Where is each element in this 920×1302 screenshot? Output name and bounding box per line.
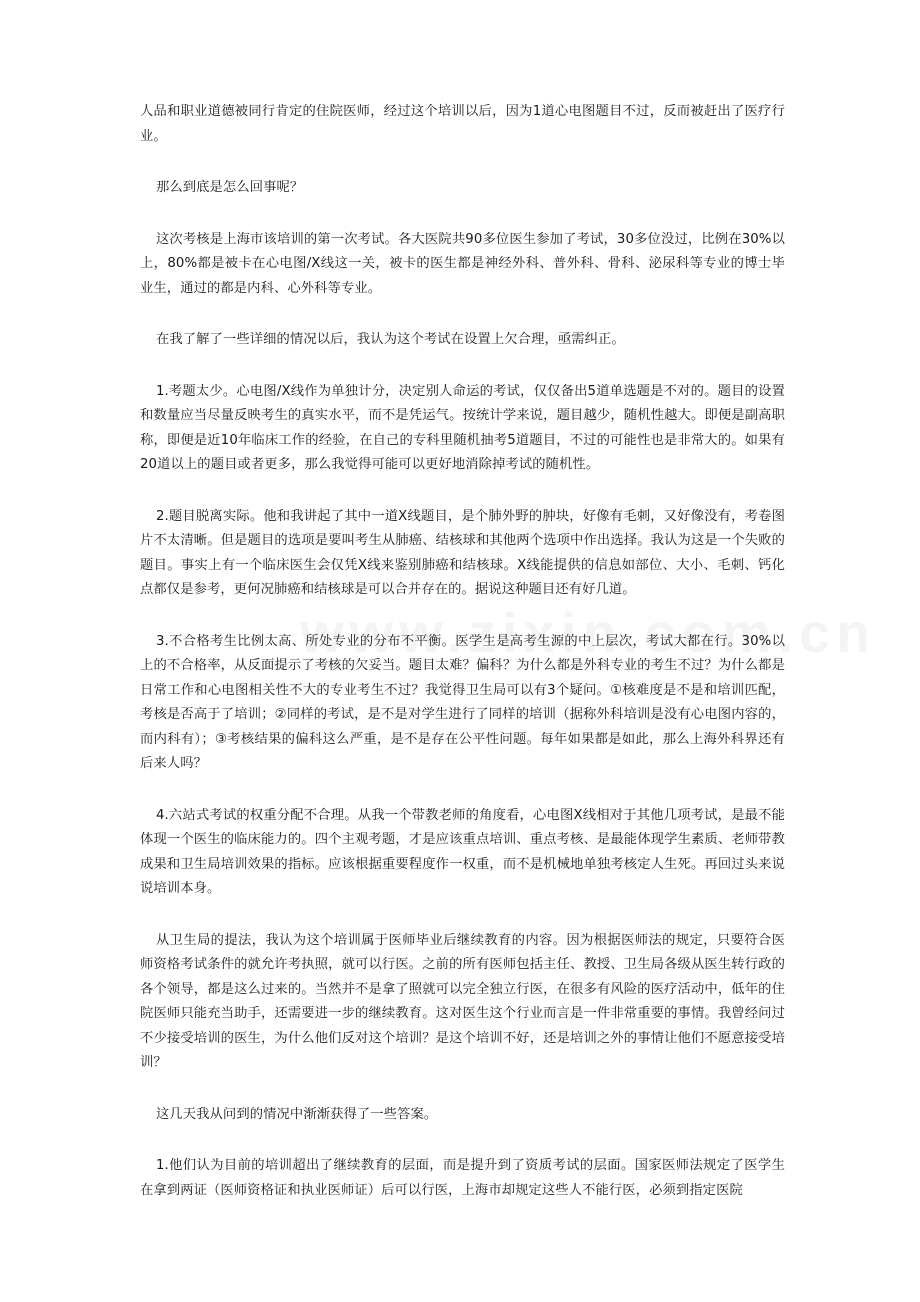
paragraph-point-2: 2.题目脱离实际。他和我讲起了其中一道X线题目，是个肺外野的肿块，好像有毛刺，又好像没有，考卷图片不太清晰。但是题目的选项是要叫考生从肺癌、结核球和其他两个选项中作出选择。我认为这是一个失败的题目。事实上有一个临床医生会仅凭X线来鉴别肺癌和结核球。X线能提供的信息如部位、大小、毛刺、钙化点都仅是参考，更何况肺癌和结核球是可以合并存在的。据说这种题目还有好几道。: [140, 508, 785, 597]
paragraph-point-4: 4.六站式考试的权重分配不合理。从我一个带教老师的角度看，心电图X线相对于其他几项考试，是最不能体现一个医生的临床能力的。四个主观考题，才是应该重点培训、重点考核、是最能体现学生素质、老师带教成果和卫生局培训效果的指标。应该根据重要程度作一权重，而不是机械地单独考核定人生死。再回过头来说说培训本身。: [140, 807, 785, 896]
paragraph-training: 从卫生局的提法，我认为这个培训属于医师毕业后继续教育的内容。因为根据医师法的规定，只要符合医师资格考试条件的就允许考执照，就可以行医。之前的所有医师包括主任、教授、卫生局各级从医生转行政的各个领导，都是这么过来的。当然并不是拿了照就可以完全独立行医，在很多有风险的医疗活动中，低年的住院医师只能充当助手，还需要进一步的继续教育。这对医生这个行业而言是一件非常重要的事情。我曾经问过不少接受培训的医生，为什么他们反对这个培训？是这个培训不好，还是培训之外的事情让他们不愿意接受培训？: [140, 932, 785, 1070]
paragraph-point-1: 1.考题太少。心电图/X线作为单独计分，决定别人命运的考试，仅仅备出5道单选题是不对的。题目的设置和数量应当尽量反映考生的真实水平，而不是凭运气。按统计学来说，题目越少，随机性越大。即便是副高职称，即便是近10年临床工作的经验，在自己的专科里随机抽考5道题目，不过的可能性也是非常大的。如果有20道以上的题目或者更多，那么我觉得可能可以更好地消除掉考试的随机性。: [140, 383, 785, 472]
paragraph-answers: 这几天我从问到的情况中渐渐获得了一些答案。: [155, 1106, 438, 1122]
paragraph-intro: 人品和职业道德被同行肯定的住院医师，经过这个培训以后，因为1道心电图题目不过，反而被赶出了医疗行业。: [140, 104, 785, 144]
paragraph-point-3: 3.不合格考生比例太高、所处专业的分布不平衡。医学生是高考生源的中上层次，考试大都在行。30%以上的不合格率，从反面提示了考核的欠妥当。题目太难？偏科？为什么都是外科专业的考生不过？为什么都是日常工作和心电图相关性不大的专业考生不过？我觉得卫生局可以有3个疑问。①核难度是不是和培训匹配，考核是否高于了培训；②同样的考试，是不是对学生进行了同样的培训（据称外科培训是没有心电图内容的，而内科有）；③考核结果的偏科这么严重，是不是存在公平性问题。每年如果都是如此，那么上海外科界还有后来人吗？: [140, 633, 785, 771]
paragraph-question: 那么到底是怎么回事呢？: [155, 180, 304, 195]
paragraph-exam-overview: 这次考核是上海市该培训的第一次考试。各大医院共90多位医生参加了考试，30多位没过，比例在30%以上，80%都是被卡在心电图/X线这一关，被卡的医生都是神经外科、普外科、骨科、泌尿科等专业的博士毕业生，通过的都是内科、心外科等专业。: [140, 231, 785, 296]
document-body: [140, 100, 785, 1230]
paragraph-answer-1: 1.他们认为目前的培训超出了继续教育的层面，而是提升到了资质考试的层面。国家医师法规定了医学生在拿到两证（医师资格证和执业医师证）后可以行医，上海市却规定这些人不能行医，必须到指定医院: [140, 1158, 785, 1198]
paragraph-opinion: 在我了解了一些详细的情况以后，我认为这个考试在设置上欠合理，亟需纠正。: [155, 332, 625, 347]
